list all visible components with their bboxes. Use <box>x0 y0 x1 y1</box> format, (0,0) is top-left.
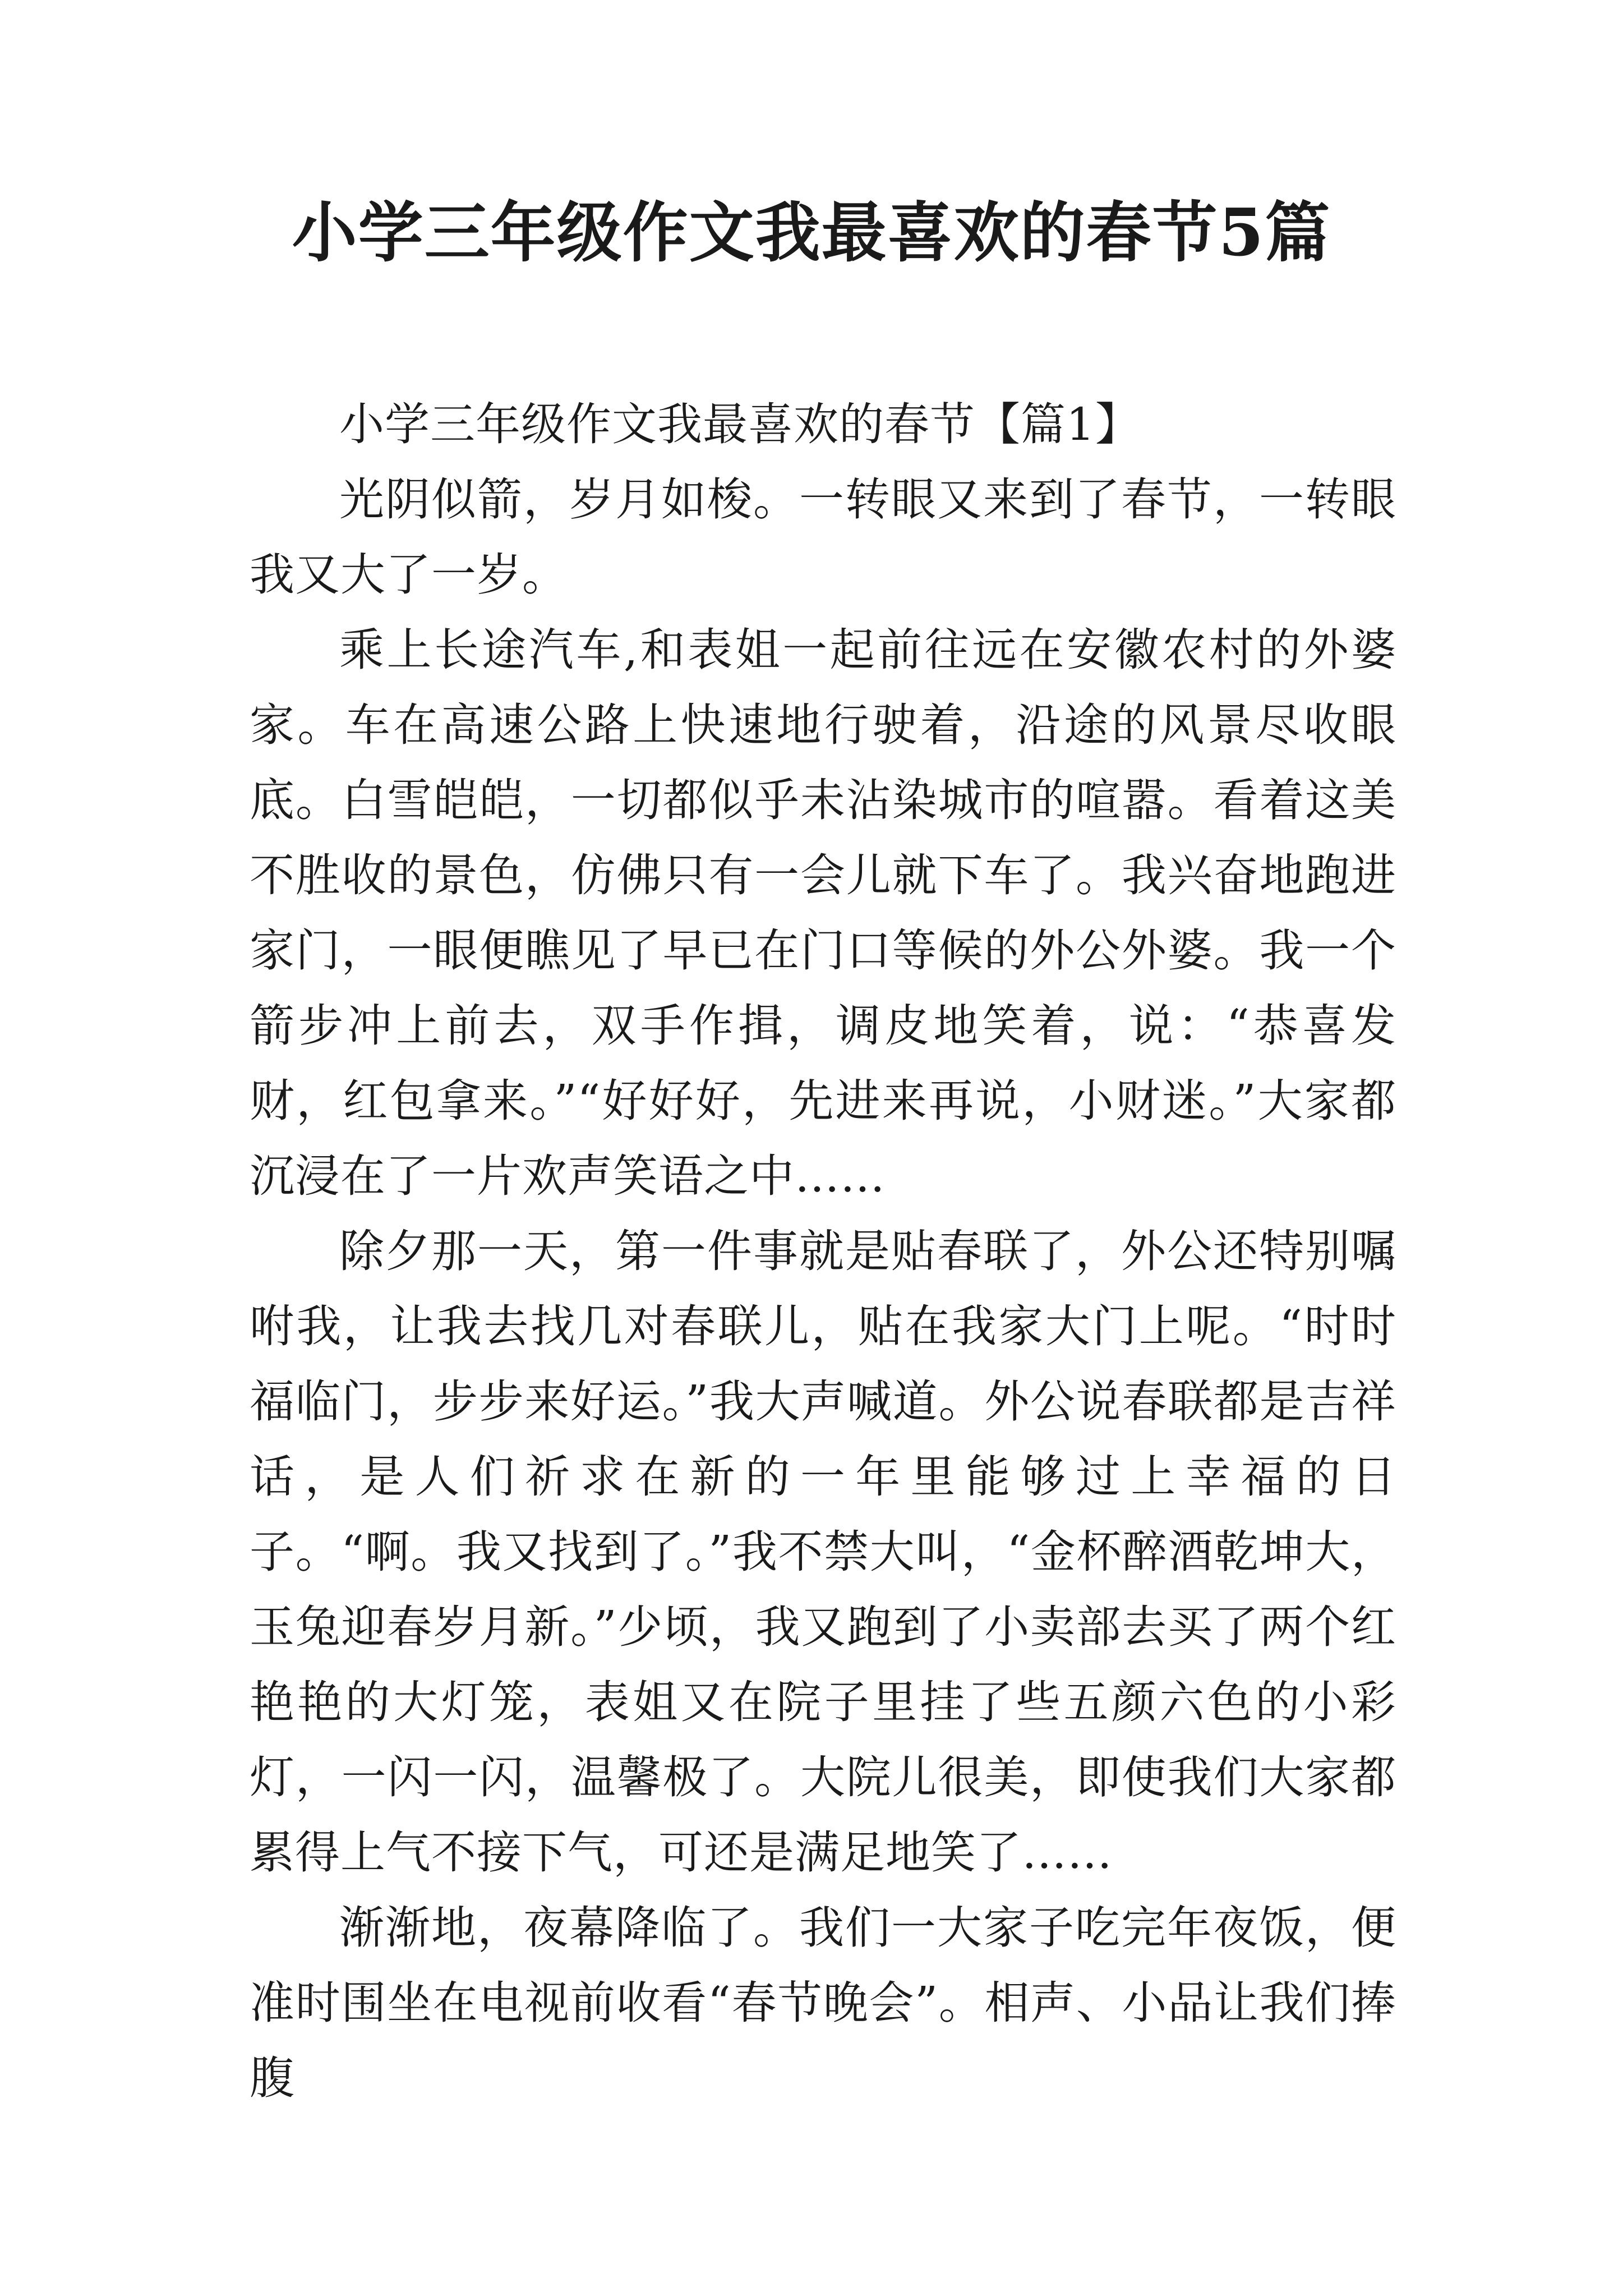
document-body <box>250 387 1396 2116</box>
paragraph: 光阴似箭，岁月如梭。一转眼又来到了春节，一转眼我又大了一岁。 <box>250 473 1396 601</box>
paragraph: 渐渐地，夜幕降临了。我们一大家子吃完年夜饭，便准时围坐在电视前收看“春节晚会”。相声、小品让我们捧腹 <box>250 1902 1396 2104</box>
section-heading: 小学三年级作文我最喜欢的春节【篇1】 <box>339 398 1141 450</box>
paragraph: 乘上长途汽车,和表姐一起前往远在安徽农村的外婆家。车在高速公路上快速地行驶着，沿途的风景尽收眼底。白雪皑皑，一切都似乎未沾染城市的喧嚣。看着这美不胜收的景色，仿佛只有一会儿就下车了。我兴奋地跑进家门，一眼便瞧见了早已在门口等候的外公外婆。我一个箭步冲上前去，双手作揖，调皮地笑着，说：“恭喜发财，红包拿来。”“好好好，先进来再说，小财迷。”大家都沉浸在了一片欢声笑语之中…… <box>250 624 1396 1202</box>
paragraph: 除夕那一天，第一件事就是贴春联了，外公还特别嘱咐我，让我去找几对春联儿，贴在我家大门上呢。“时时福临门，步步来好运。”我大声喊道。外公说春联都是吉祥话，是人们祈求在新的一年里能够过上幸福的日子。“啊。我又找到了。”我不禁大叫，“金杯醉酒乾坤大，玉兔迎春岁月新。”少顷，我又跑到了小卖部去买了两个红艳艳的大灯笼，表姐又在院子里挂了些五颜六色的小彩灯，一闪一闪，温馨极了。大院儿很美，即使我们大家都累得上气不接下气，可还是满足地笑了…… <box>250 1225 1396 1879</box>
document-title: 小学三年级作文我最喜欢的春节5篇 <box>292 195 1331 271</box>
